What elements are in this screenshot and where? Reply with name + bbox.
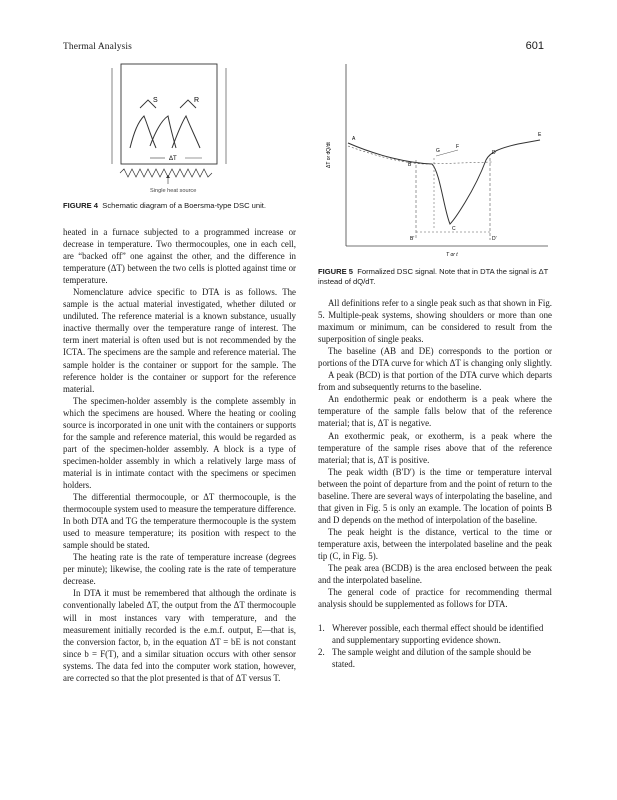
right-paragraph-8: The peak area (BCDB) is the area enclosed between the peak and the interpolated baseline. — [318, 563, 552, 586]
point-d-prime: D' — [492, 236, 497, 242]
left-paragraph-3: The specimen-holder assembly is the complete assembly in which the specimens are housed. Where the heating or cooling source is incorporated in one unit with the containers or supports for the sample and reference material, this would be regarded as part of the specimen-holder assembly. A block is a type of specimen-holder assembly in which a relatively large mass of material is in intimate contact with the specimens or specimen holders. — [63, 395, 296, 490]
list-item — [318, 622, 552, 646]
left-column — [63, 226, 296, 684]
figure-5-chart — [318, 60, 550, 260]
heater-arrow-head — [166, 175, 170, 178]
right-paragraph-4: An endothermic peak or endotherm is a peak where the temperature of the sample falls below that of the reference material; that is, ΔT is negative. — [318, 394, 552, 429]
point-b: B — [408, 162, 412, 168]
dsc-enclosure — [121, 64, 217, 164]
right-paragraph-1: All definitions refer to a single peak such as that shown in Fig. 5. Multiple-peak systems, showing shoulders or more than one maximum or minimum, can be considered to result from the superposition of single peaks. — [318, 298, 552, 345]
delta-t-label: ΔT — [169, 156, 177, 162]
right-paragraph-5: An exothermic peak, or exotherm, is a peak where the temperature of the sample rises above that of the reference material; that is, ΔT is positive. — [318, 430, 552, 465]
right-column — [318, 297, 552, 670]
heat-source-label: Single heat source — [150, 188, 197, 194]
right-paragraph-2: The baseline (AB and DE) corresponds to the portion or portions of the DTA curve for which ΔT is changing only slightly. — [318, 346, 552, 369]
sample-label: S — [153, 97, 158, 104]
running-title: Thermal Analysis — [63, 42, 132, 52]
point-a: A — [352, 136, 356, 142]
heater-coil — [120, 169, 212, 177]
point-e: E — [538, 132, 542, 138]
left-paragraph-2: Nomenclature advice specific to DTA is as follows. The sample is the actual material investigated, whether diluted or undiluted. The reference material is a known substance, usually inactive thermally over the temperature range of interest. The term inert material is often used but is not recommended by the ICTA. The specimens are the sample and reference material. The sample holder is the container or support for the sample. The reference holder is the container or support for the reference material. — [63, 287, 296, 394]
left-paragraph-1: heated in a furnace subjected to a programmed increase or decrease in temperature. Two thermocouples, one in each cell, are “backed off” one against the other, and the difference in temperature (ΔT) between the two cells is plotted against time or temperature. — [63, 227, 296, 286]
figure-5-caption-label: FIGURE 5 — [318, 267, 354, 276]
right-paragraph-7: The peak height is the distance, vertical to the time or temperature axis, between the interpolated baseline and the peak tip (C, in Fig. 5). — [318, 526, 552, 561]
point-f: F — [456, 144, 460, 150]
y-axis-label: ΔT or dQ/dt — [326, 142, 332, 168]
figure-5-caption — [318, 267, 556, 287]
list-item-number: 2. — [318, 647, 325, 658]
right-paragraph-9: The general code of practice for recommending thermal analysis should be supplemented as follows for DTA. — [318, 587, 552, 610]
right-paragraph-6: The peak width (B′D′) is the time or temperature interval between the point of departure from and the point of return to the baseline. There are several ways of interpolating the baseline, and that given in Fig. 5 is only an example. The location of points B and D depends on the method of interpolation of the baseline. — [318, 466, 552, 525]
left-paragraph-4: The differential thermocouple, or ΔT thermocouple, is the thermocouple system used to measure the temperature difference. In both DTA and TG the temperature thermocouple is the system used to measure temperature; its position with respect to the sample should be stated. — [63, 492, 296, 551]
dsc-curve — [348, 140, 540, 224]
figure-4-caption-label: FIGURE 4 — [63, 201, 99, 210]
sample-thermocouple — [130, 116, 156, 148]
point-d: D — [492, 150, 496, 156]
list-item-number: 1. — [318, 623, 325, 634]
reference-thermocouple — [172, 116, 200, 148]
reference-label: R — [194, 97, 200, 104]
recommendation-list — [318, 622, 552, 670]
page-number: 601 — [525, 40, 544, 52]
point-g: G — [436, 148, 440, 154]
list-item-text: The sample weight and dilution of the sample should be stated. — [332, 647, 531, 670]
x-axis-label: T or t — [446, 252, 458, 258]
left-paragraph-6: In DTA it must be remembered that although the ordinate is conventionally labeled ΔT, the output from the ΔT thermocouple will in most instances vary with temperature, and the measurement initially recorded is the e.m.f. output, E—that is, the conversion factor, b, in the equation ΔT = bE is not constant since b = F(T), and a similar situation occurs with other sensor systems. The data fed into the computer work station, however, are corrected so that the plot presented is that of ΔT versus T. — [63, 588, 296, 683]
right-paragraph-3: A peak (BCD) is that portion of the DTA curve which departs from and subsequently returns to the baseline. — [318, 370, 552, 393]
figure-4-diagram — [110, 60, 270, 200]
figure-4-caption — [63, 201, 303, 211]
list-item-text: Wherever possible, each thermal effect should be identified and supplementary supporting evidence shown. — [332, 623, 544, 646]
baseline-interpolated — [348, 146, 492, 164]
figure-5-caption-text: Formalized DSC signal. Note that in DTA the signal is ΔT instead of dQ/dT. — [318, 267, 549, 286]
point-c: C — [452, 226, 456, 232]
point-b-prime: B' — [410, 236, 415, 242]
list-item — [318, 646, 552, 670]
figure-4-caption-text: Schematic diagram of a Boersma-type DSC unit. — [102, 201, 267, 210]
left-paragraph-5: The heating rate is the rate of temperature increase (degrees per minute); likewise, the cooling rate is the rate of temperature decrease. — [63, 552, 296, 587]
